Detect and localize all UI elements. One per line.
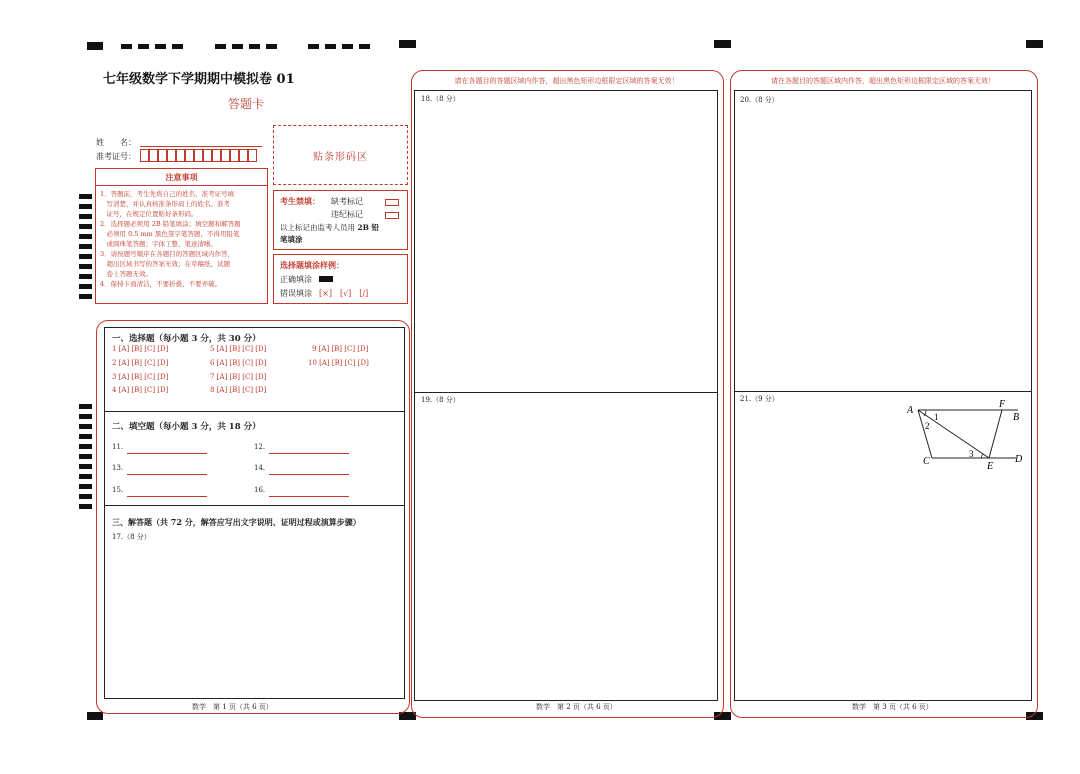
absent-mark-label: 缺考标记 — [331, 197, 363, 206]
registration-mark — [87, 712, 103, 720]
timing-mark — [79, 244, 92, 249]
label-B: B — [1013, 412, 1020, 423]
registration-mark — [714, 40, 731, 48]
choice-item[interactable]: 3 [A] [B] [C] [D] — [112, 373, 169, 381]
registration-dash — [249, 44, 260, 49]
timing-mark — [79, 204, 92, 209]
timing-mark — [79, 494, 92, 499]
registration-dash — [138, 44, 149, 49]
notes-line: 1．答题前，考生先将自己的姓名，准考证号填 — [100, 190, 235, 198]
timing-mark — [79, 434, 92, 439]
notes-line: 必须用 0.5 mm 黑色签字笔答题，不得用铅笔 — [100, 230, 240, 238]
prohibited-box — [273, 190, 408, 250]
prohibited-note-2: 笔填涂 — [280, 235, 303, 244]
question-18-area[interactable] — [414, 90, 718, 394]
label-2: 2 — [925, 421, 930, 431]
fill-number: 16. — [254, 486, 266, 494]
fill-number: 12. — [254, 443, 266, 451]
geometry-figure — [900, 398, 1030, 474]
registration-dash — [172, 44, 183, 49]
fill-answer-line[interactable] — [269, 496, 349, 497]
choice-item[interactable]: 8 [A] [B] [C] [D] — [210, 386, 267, 394]
wrong-fill-samples: [×] [√] [/] — [319, 289, 369, 298]
exam-no-label: 准考证号： — [96, 152, 136, 161]
label-F: F — [999, 399, 1006, 410]
timing-mark — [79, 264, 92, 269]
choice-item[interactable]: 6 [A] [B] [C] [D] — [210, 359, 267, 367]
timing-mark — [79, 504, 92, 509]
notes-line: 3．请按题号顺序在各题目的答题区域内作答， — [100, 250, 235, 258]
timing-mark — [79, 484, 92, 489]
registration-mark — [87, 42, 103, 50]
fill-number: 13. — [112, 464, 124, 472]
question-18-label: 18.（8 分） — [421, 95, 460, 103]
timing-mark — [79, 234, 92, 239]
line-AE — [918, 410, 989, 458]
registration-dash — [359, 44, 370, 49]
timing-mark — [79, 404, 92, 409]
violation-mark-label: 违纪标记 — [331, 210, 363, 219]
choice-section — [104, 327, 405, 413]
barcode-area — [273, 125, 408, 185]
notes-line: 超出区域书写的答案无效；在草稿纸、试题 — [100, 260, 230, 268]
timing-mark — [79, 454, 92, 459]
prohibited-label: 考生禁填： — [280, 196, 320, 206]
solution-section-title: 三、解答题（共 72 分，解答应写出文字说明、证明过程或演算步骤） — [112, 517, 361, 527]
fill-number: 14. — [254, 464, 266, 472]
fill-number: 15. — [112, 486, 124, 494]
fill-number: 11. — [112, 443, 124, 451]
choice-item[interactable]: 4 [A] [B] [C] [D] — [112, 386, 169, 394]
notes-line: 卷上答题无效。 — [100, 270, 152, 278]
fill-answer-line[interactable] — [127, 496, 207, 497]
prohibited-note: 以上标记由监考人员用 2B 铅 — [280, 223, 380, 232]
label-D: D — [1015, 454, 1023, 465]
timing-mark — [79, 214, 92, 219]
registration-dash — [232, 44, 243, 49]
fill-section-title: 二、填空题（每小题 3 分，共 18 分） — [112, 422, 261, 432]
solution-section[interactable] — [104, 505, 405, 699]
notes-line: 4．保持卡面清洁，不要折叠、不要弄破。 — [100, 280, 222, 288]
notes-line: 2．选择题必须用 2B 铅笔填涂；填空题和解答题 — [100, 220, 241, 228]
name-label: 姓 名： — [96, 138, 136, 147]
fill-section — [104, 411, 405, 507]
fill-answer-line[interactable] — [127, 474, 207, 475]
question-17-label: 17.（8 分） — [112, 533, 151, 541]
question-19-area[interactable] — [414, 392, 718, 701]
label-C: C — [923, 456, 930, 467]
label-3: 3 — [969, 449, 974, 459]
timing-mark — [79, 474, 92, 479]
area-notice: 请在各题目的答题区域内作答，超出黑色矩形边框限定区域的答案无效！ — [454, 77, 679, 85]
page-footer: 数学 第 3 页（共 6 页） — [852, 703, 933, 711]
fill-answer-line[interactable] — [269, 453, 349, 454]
question-20-label: 20.（8 分） — [740, 96, 779, 104]
registration-dash — [155, 44, 166, 49]
label-E: E — [987, 461, 994, 472]
page-title: 七年级数学下学期期中模拟卷 01 — [103, 72, 295, 87]
timing-mark — [79, 284, 92, 289]
question-19-label: 19.（8 分） — [421, 396, 460, 404]
timing-mark — [79, 274, 92, 279]
notes-line: 或圆珠笔答题；字体工整、笔迹清晰。 — [100, 240, 217, 248]
page-subtitle: 答题卡 — [228, 97, 265, 111]
violation-mark-box[interactable] — [385, 212, 399, 219]
sample-title: 选择题填涂样例： — [280, 260, 344, 270]
name-field[interactable] — [140, 146, 262, 147]
barcode-label: 贴条形码区 — [313, 152, 368, 163]
registration-dash — [266, 44, 277, 49]
timing-mark — [79, 194, 92, 199]
choice-item[interactable]: 5 [A] [B] [C] [D] — [210, 345, 267, 353]
absent-mark-box[interactable] — [385, 199, 399, 206]
timing-mark — [79, 424, 92, 429]
registration-dash — [308, 44, 319, 49]
notes-title: 注意事项 — [96, 169, 267, 186]
label-A: A — [907, 405, 914, 416]
page-footer: 数学 第 2 页（共 6 页） — [536, 703, 617, 711]
area-notice: 请在各题目的答题区域内作答，超出黑色矩形边框限定区域的答案无效！ — [771, 77, 995, 85]
angle-3-arc — [981, 454, 983, 458]
fill-answer-line[interactable] — [127, 453, 207, 454]
timing-mark — [79, 294, 92, 299]
registration-mark — [1026, 40, 1043, 48]
registration-dash — [325, 44, 336, 49]
registration-dash — [121, 44, 132, 49]
timing-mark — [79, 464, 92, 469]
sample-box — [273, 254, 408, 304]
line-EF — [989, 410, 1002, 458]
timing-mark — [79, 224, 92, 229]
notes-box — [95, 168, 268, 304]
notes-line: 证号，在规定位置贴好条形码。 — [100, 210, 198, 218]
choice-item[interactable]: 1 [A] [B] [C] [D] — [112, 345, 169, 353]
timing-mark — [79, 414, 92, 419]
correct-fill-label: 正确填涂 — [280, 275, 312, 284]
notes-line: 写清楚，并认真核准条形码上的姓名、准考 — [100, 200, 230, 208]
question-21-label: 21.（9 分） — [740, 395, 779, 403]
choice-item[interactable]: 10 [A] [B] [C] [D] — [308, 359, 369, 367]
choice-item[interactable]: 7 [A] [B] [C] [D] — [210, 373, 267, 381]
choice-item[interactable]: 2 [A] [B] [C] [D] — [112, 359, 169, 367]
choice-item[interactable]: 9 [A] [B] [C] [D] — [312, 345, 369, 353]
page-footer: 数学 第 1 页（共 6 页） — [192, 703, 273, 711]
registration-dash — [342, 44, 353, 49]
registration-mark — [399, 40, 416, 48]
question-20-area[interactable] — [734, 90, 1032, 393]
label-1: 1 — [934, 412, 939, 422]
timing-mark — [79, 444, 92, 449]
registration-dash — [215, 44, 226, 49]
wrong-fill-label: 错误填涂 — [280, 289, 312, 298]
choice-section-title: 一、选择题（每小题 3 分，共 30 分） — [112, 334, 261, 344]
fill-answer-line[interactable] — [269, 474, 349, 475]
correct-fill-sample — [319, 276, 333, 282]
line-AC — [918, 410, 932, 458]
timing-mark — [79, 254, 92, 259]
